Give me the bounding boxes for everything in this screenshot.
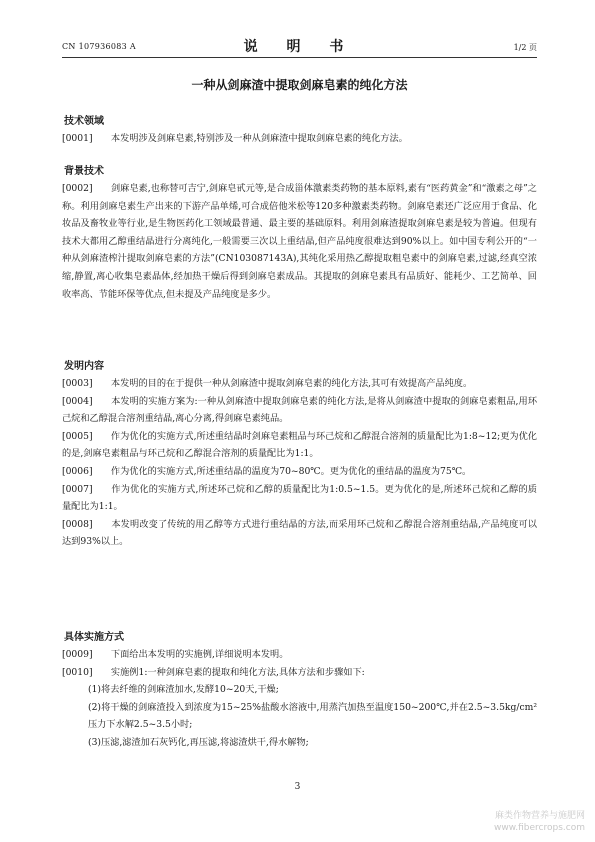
publication-number: CN 107936083 A [62, 42, 136, 51]
paragraph-0004: [0004] 本发明的实施方案为:一种从剑麻渣中提取剑麻皂素的纯化方法,是将从剑麻渣中提取的剑麻皂素粗品,用环己烷和乙醇混合溶剂重结晶,离心分离,得剑麻皂素纯品。 [62, 395, 537, 425]
paragraph-0006: [0006] 作为优化的实施方式,所述重结晶的温度为70~80℃。更为优化的重结晶的温度为75℃。 [62, 465, 472, 477]
paragraph-0003: [0003] 本发明的目的在于提供一种从剑麻渣中提取剑麻皂素的纯化方法,其可有效提高产品纯度。 [62, 378, 473, 389]
step-1: (1)将去纤维的剑麻渣加水,发酵10~20天,干燥; [88, 684, 279, 696]
paragraph-0002: [0002] 剑麻皂素,也称替可吉宁,剑麻皂甙元等,是合成甾体激素类药物的基本原料,素有“医药黄金”和“激素之母”之称。利用剑麻皂素生产出来的下游产品单烯,可合成倍他米松等120多种激素类药物。剑麻皂素还广泛应用于食品、化妆品及畜牧业等行业,是生物医药化工领域最普通、最主要的基础原料。利用剑麻渣提取剑麻皂素是较为普遍。但现有技术大都用乙醇重结晶进行分离纯化,一般需要三次以上重结晶,但产品纯度很难达到90%以上。如中国专利公开的“一种从剑麻渣榨汁提取剑麻皂素的方法”(CN103087143A),其纯化采用热乙醇提取粗皂素中的剑麻皂素,过滤,经真空浓缩,静置,离心收集皂素晶体,经加热干燥后得到剑麻皂素成品。其提取的剑麻皂素具有品质好、能耗少、工艺简单、回收率高、节能环保等优点,但未提及产品纯度是多少。 [62, 183, 537, 300]
paragraph-0005: [0005] 作为优化的实施方式,所述重结晶时剑麻皂素粗品与环己烷和乙醇混合溶剂的质量配比为1:8~12;更为优化的是,剑麻皂素粗品与环己烷和乙醇混合溶剂的质量配比为1:1。 [62, 430, 537, 460]
paragraph-0007: [0007] 作为优化的实施方式,所述环己烷和乙醇的质量配比为1:0.5~1.5。更为优化的是,所述环己烷和乙醇的质量配比为1:1。 [62, 483, 537, 513]
page-number: 3 [294, 782, 301, 792]
step-2: (2)将干燥的剑麻渣投入到浓度为15~25%盐酸水溶液中,用蒸汽加热至温度150~200℃,并在2.5~3.5kg/cm²压力下水解2.5~3.5小时; [88, 701, 537, 731]
paragraph-0008: [0008] 本发明改变了传统的用乙醇等方式进行重结晶的方法,而采用环己烷和乙醇混合溶剂重结晶,产品纯度可以达到93%以上。 [62, 518, 537, 548]
document-title: 说 明 书 [243, 39, 356, 55]
section-background [62, 162, 537, 303]
paragraph-0009: [0009] 下面给出本发明的实施例,详细说明本发明。 [62, 649, 289, 660]
section-embodiment [62, 628, 537, 752]
header-divider [62, 57, 537, 58]
section-tech [62, 112, 537, 148]
section-heading: 发明内容 [64, 361, 104, 372]
page-header [62, 34, 537, 56]
page-info: 1/2 页 [513, 43, 537, 52]
section-heading: 具体实施方式 [64, 632, 124, 643]
watermark-line-1: 麻类作物营养与施肥网 [494, 811, 585, 821]
patent-title: 一种从剑麻渣中提取剑麻皂素的纯化方法 [191, 78, 408, 92]
section-heading: 背景技术 [64, 166, 104, 177]
watermark-line-2: www.fibercrops.com [494, 823, 585, 833]
watermark [494, 810, 585, 834]
paragraph-0010: [0010] 实施例1:一种剑麻皂素的提取和纯化方法,具体方法和步骤如下: [62, 666, 365, 678]
section-heading: 技术领域 [64, 116, 104, 127]
paragraph-0001: [0001] 本发明涉及剑麻皂素,特别涉及一种从剑麻渣中提取剑麻皂素的纯化方法。 [62, 133, 408, 144]
step-3: (3)压滤,滤渣加石灰钙化,再压滤,将滤渣烘干,得水解物; [88, 736, 309, 748]
section-invention [62, 357, 537, 551]
